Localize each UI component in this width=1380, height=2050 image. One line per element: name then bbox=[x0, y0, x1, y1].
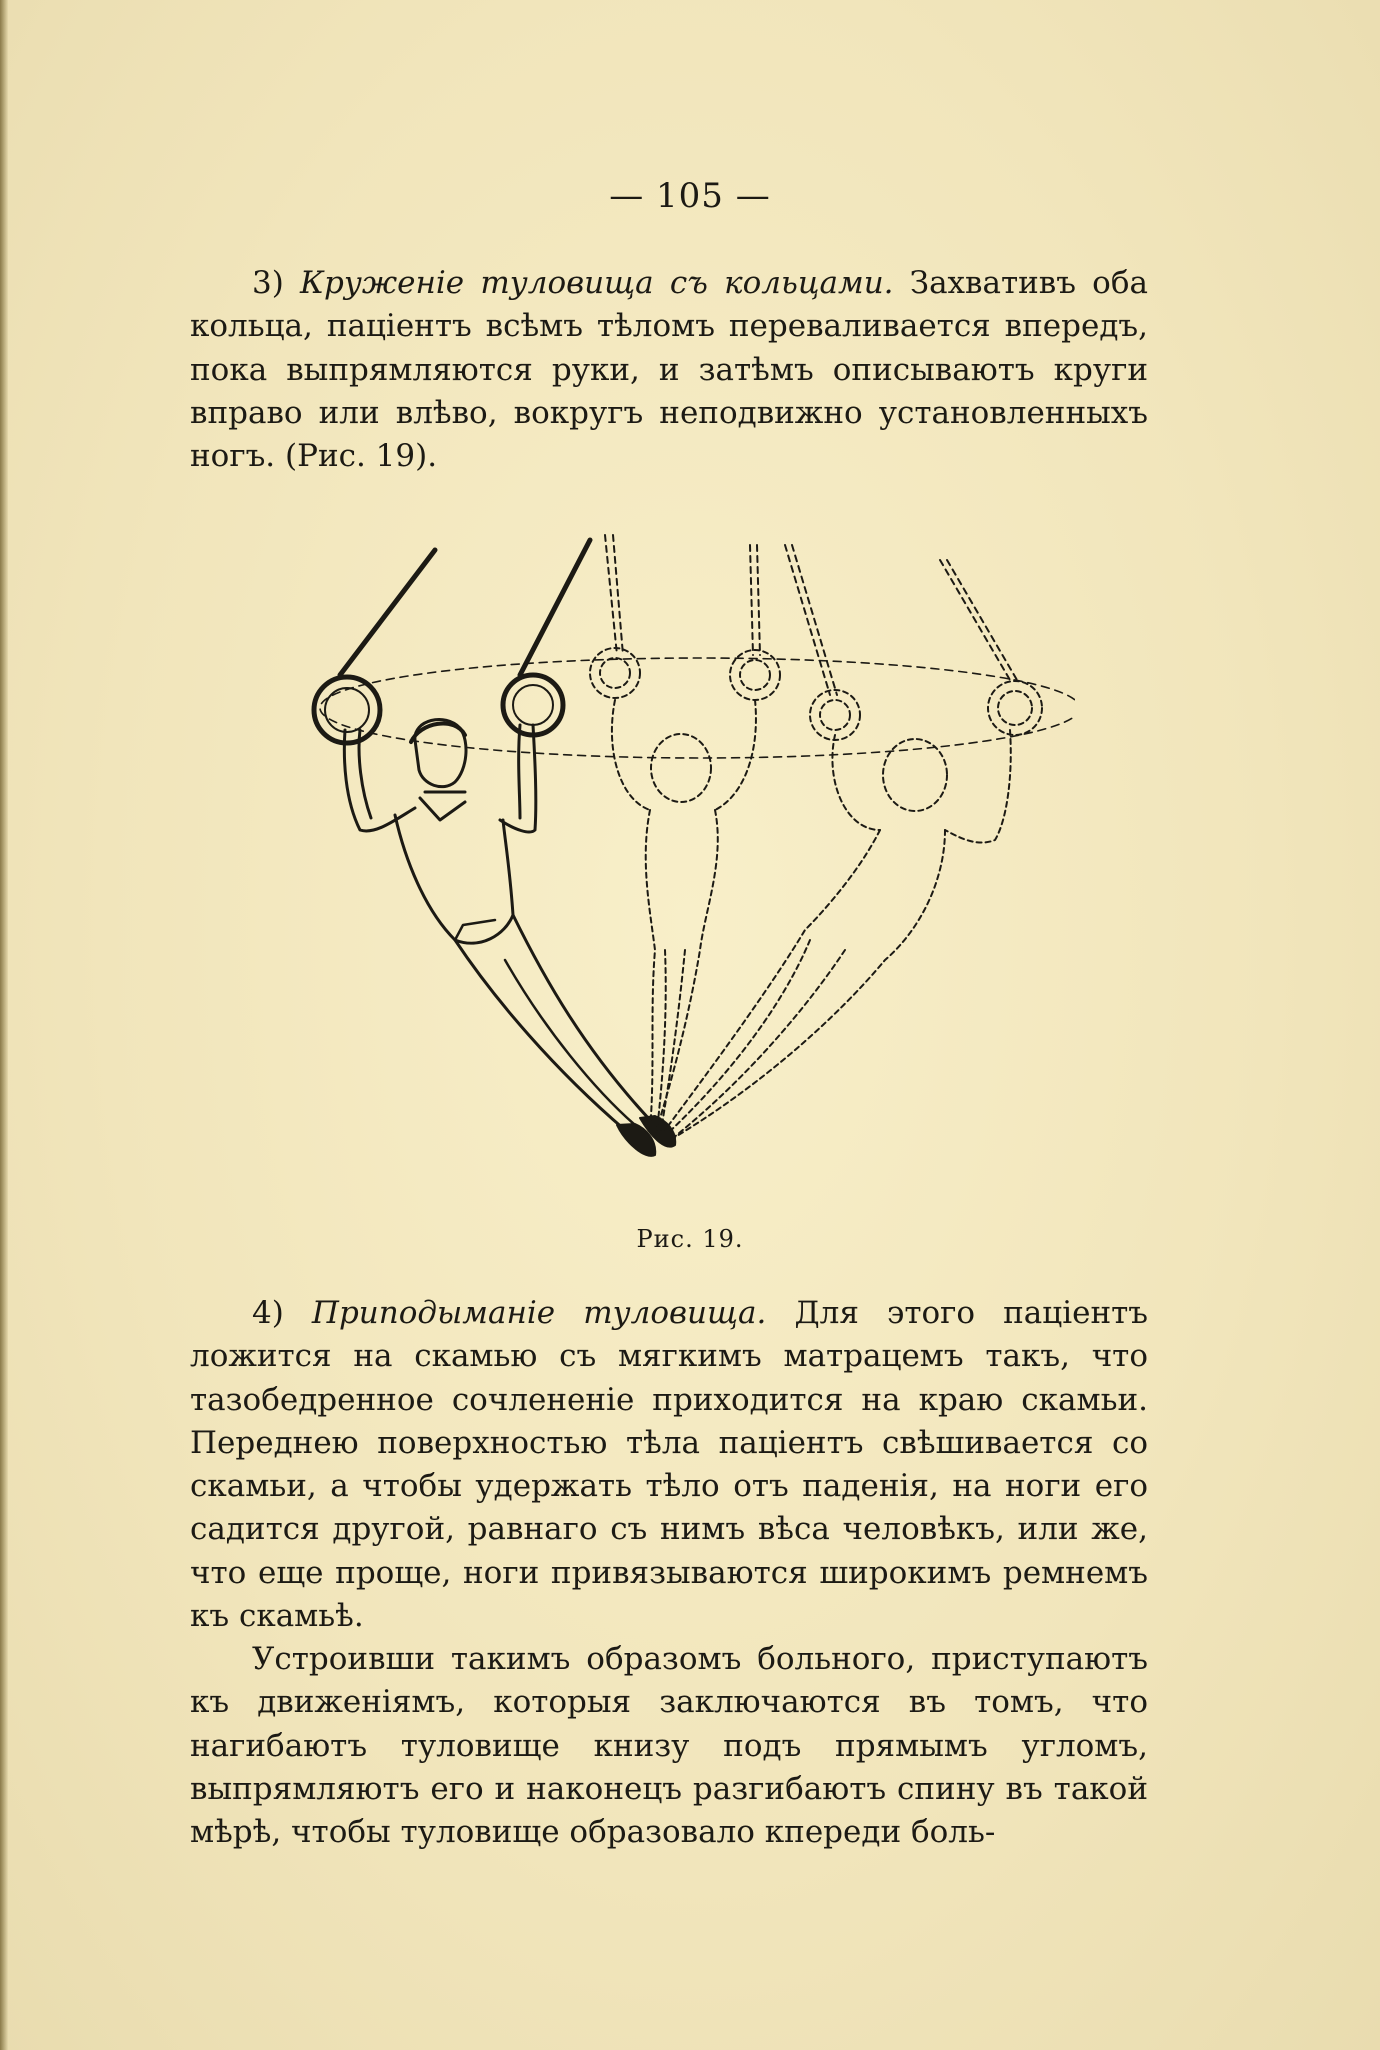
paragraph-number: 3) bbox=[252, 265, 284, 301]
paragraph-text: Для этого паціентъ ложится на скамью съ мягкимъ матрацемъ такъ, что тазобедренное сочлененіе приходится на краю скамьи. Переднею поверхностью тѣла паціентъ свѣшивается со скамьи, а чтобы удержать тѣло отъ паденія, на ноги его садится другой, равнаго съ нимъ вѣса человѣкъ, или же, что еще проще, ноги привязываются широкимъ ремнемъ къ скамьѣ. bbox=[190, 1295, 1148, 1635]
page-number: — 105 — bbox=[609, 176, 771, 216]
paragraph-number: 4) bbox=[252, 1295, 284, 1331]
figure-caption: Рис. 19. bbox=[636, 1225, 744, 1253]
gymnast-on-rings-drawing bbox=[305, 530, 1075, 1180]
paragraph-text: Устроивши такимъ образомъ больного, приступаютъ къ движеніямъ, которыя заключаются въ томъ, что нагибаютъ туловище книзу подъ прямымъ угломъ, выпрямляютъ его и наконецъ разгибаютъ спину въ такой мѣрѣ, чтобы туловище образовало кпереди боль- bbox=[190, 1641, 1148, 1851]
paragraph-3 bbox=[190, 262, 1148, 478]
paragraph-4 bbox=[190, 1292, 1148, 1638]
page-edge-shadow bbox=[0, 0, 8, 2050]
paragraph-title: Круженіе туловища съ кольцами. bbox=[300, 265, 894, 301]
paragraph-text: Захвативъ оба кольца, паціентъ всѣмъ тѣломъ переваливается впередъ, пока выпрямляются руки, и затѣмъ описываютъ круги вправо или влѣво, вокругъ неподвижно установленныхъ ногъ. (Рис. 19). bbox=[190, 265, 1148, 475]
paragraph-title: Приподыманіе туловища. bbox=[311, 1295, 767, 1331]
paragraph-continuation bbox=[190, 1638, 1148, 1854]
